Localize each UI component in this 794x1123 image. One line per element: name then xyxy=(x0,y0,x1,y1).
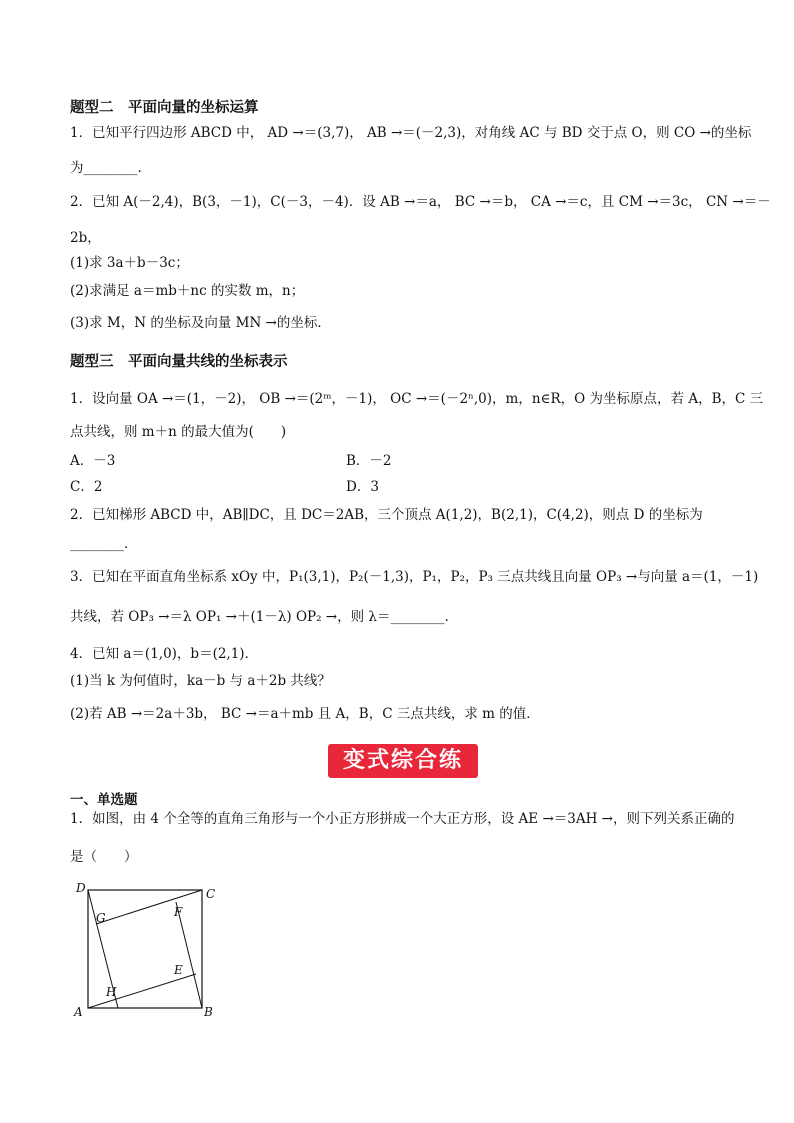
s2-q2-sub2: (2)求满足 a＝mb＋nc 的实数 m，n； xyxy=(70,283,305,299)
s3-option-a: A．－3 xyxy=(70,453,116,469)
label-d: D xyxy=(76,881,86,895)
s3-q4-sub2: (2)若 AB →＝2a＋3b， BC →＝a＋mb 且 A，B，C 三点共线，求 m 的值． xyxy=(70,706,540,722)
label-b: B xyxy=(204,1005,213,1019)
section-2-title: 题型二 平面向量的坐标运算 xyxy=(70,100,259,116)
p1-q1-line2: 是（ ） xyxy=(70,849,138,865)
s3-option-b: B．－2 xyxy=(346,453,392,469)
label-e: E xyxy=(174,963,183,977)
s2-q1-line1: 1．已知平行四边形 ABCD 中， AD →＝(3,7)， AB →＝(－2,3)，对角线 AC 与 BD 交于点 O，则 CO →的坐标 xyxy=(70,125,752,141)
s3-q3-line1: 3．已知在平面直角坐标系 xOy 中，P₁(3,1)，P₂(－1,3)，P₁，P₂，P₃ 三点共线且向量 OP₃ →与向量 a＝(1，－1) xyxy=(70,569,759,585)
s3-q1-line2: 点共线，则 m＋n 的最大值为( ) xyxy=(70,424,287,440)
line-ae xyxy=(88,974,196,1008)
s3-q2-line2: ________． xyxy=(70,536,138,552)
s2-q2-line1: 2．已知 A(－2,4)，B(3，－1)，C(－3，－4)．设 AB →＝a， BC →＝b， CA →＝c，且 CM →＝3c， CN →＝－ xyxy=(70,194,771,210)
square-figure xyxy=(66,880,226,1020)
p1-q1-line1: 1．如图，由 4 个全等的直角三角形与一个小正方形拼成一个大正方形，设 AE →＝3AH →，则下列关系正确的 xyxy=(70,811,735,827)
label-g: G xyxy=(96,911,106,925)
label-f: F xyxy=(174,905,183,919)
s3-q4-sub1: (1)当 k 为何值时，ka－b 与 a＋2b 共线？ xyxy=(70,673,331,689)
s3-option-d: D．3 xyxy=(346,479,379,495)
s3-option-c: C．2 xyxy=(70,479,103,495)
practice-banner: 变式综合练 xyxy=(328,744,478,778)
label-h: H xyxy=(106,985,117,999)
label-a: A xyxy=(74,1005,83,1019)
s3-q4-line1: 4．已知 a＝(1,0)，b＝(2,1)． xyxy=(70,646,259,662)
s3-q1-line1: 1．设向量 OA →＝(1，－2)， OB →＝(2ᵐ，－1)， OC →＝(－2ⁿ,0)，m，n∈R，O 为坐标原点，若 A，B，C 三 xyxy=(70,391,764,407)
section-3-title: 题型三 平面向量共线的坐标表示 xyxy=(70,354,288,370)
label-c: C xyxy=(206,887,216,901)
s3-q2-line1: 2．已知梯形 ABCD 中，AB∥DC，且 DC＝2AB，三个顶点 A(1,2)，B(2,1)，C(4,2)，则点 D 的坐标为 xyxy=(70,507,703,523)
s2-q2-sub3: (3)求 M，N 的坐标及向量 MN →的坐标． xyxy=(70,315,331,331)
line-cg xyxy=(96,890,202,924)
s3-q3-line2: 共线，若 OP₃ →＝λ OP₁ →＋(1－λ) OP₂ →，则 λ＝________. xyxy=(70,609,449,625)
s2-q2-sub1: (1)求 3a＋b－3c； xyxy=(70,255,189,271)
s2-q1-line2: 为________． xyxy=(70,160,151,176)
part-1-title: 一、单选题 xyxy=(70,792,138,808)
s2-q2-line2: 2b， xyxy=(70,230,101,246)
